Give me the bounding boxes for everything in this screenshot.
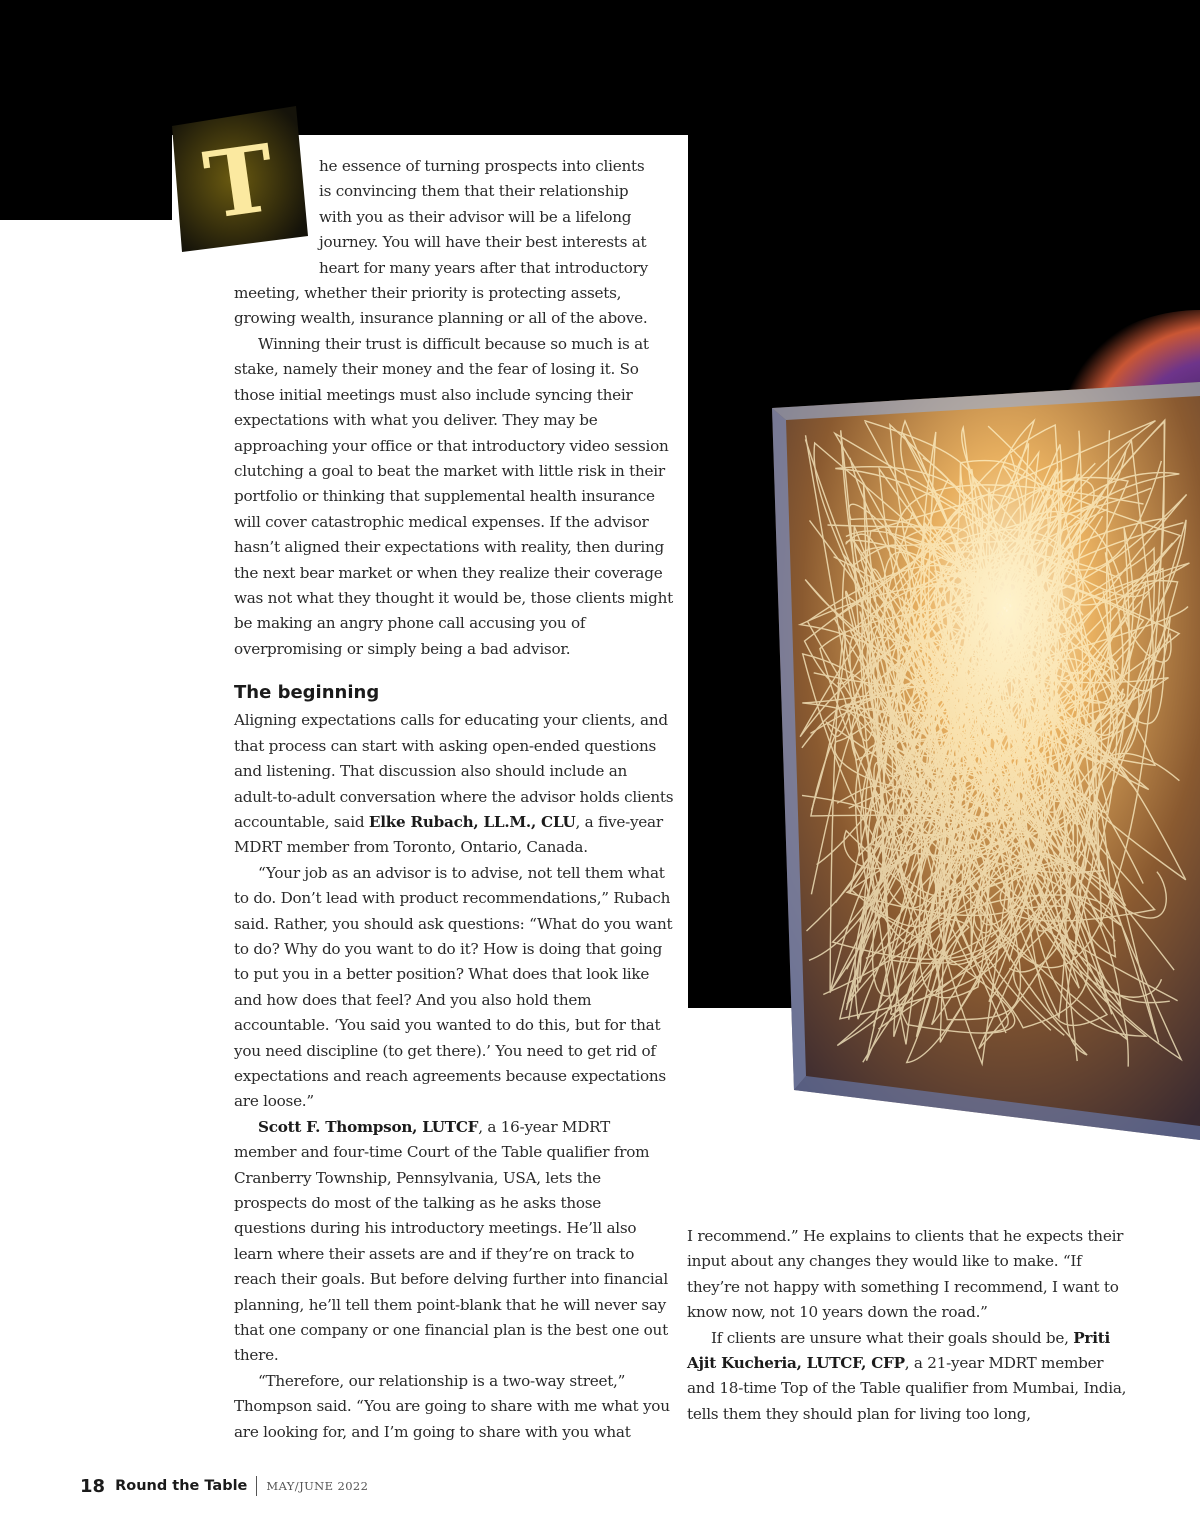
glowing-cube-illustration xyxy=(760,300,1200,1160)
intro-paragraph xyxy=(234,154,674,332)
person-name: Elke Rubach, LL.M., CLU xyxy=(368,812,576,831)
article-column-1 xyxy=(234,332,674,1445)
section-heading: The beginning xyxy=(234,682,380,704)
intro-line: meeting, whether their priority is protecting assets, xyxy=(234,284,622,303)
body-paragraph: “Your job as an advisor is to advise, not tell them what to do. Don’t lead with product recommendations,” Rubach said. Rather, you should ask questions: “What do you want to do? Why do you want to do it? How is doing that going to put you in a better position? What does that look like and how does that feel? And you also hold them accountable. ‘You said you wanted to do this, but for that you need discipline (to get there).’ You need to get rid of expectations and reach agreements because expectations are loose.” xyxy=(234,863,673,1111)
page-number: 18 xyxy=(80,1475,106,1497)
page-footer xyxy=(80,1474,368,1498)
body-paragraph: Aligning expectations calls for educating your clients, and that process can start with asking open-ended questions and listening. That discussion also should include an adult-to-adult conversation where the advisor holds clients accountable, said Elke Rubach, LL.M., CLU, a five-year MDRT member from Toronto, Ontario, Canada. xyxy=(234,711,674,857)
body-paragraph: Winning their trust is difficult because so much is at stake, namely their money and the fear of losing it. So those initial meetings must also include syncing their expectations with what you deliver. They may be approaching your office or that introductory video session clutching a goal to beat the market with little risk in their portfolio or thinking that supplemental health insurance will cover catastrophic medical expenses. If the advisor hasn’t aligned their expectations with reality, then during the next bear market or when they realize their coverage was not what they thought it would be, those clients might be making an angry phone call accusing you of overpromising or simply being a bad advisor. xyxy=(234,335,674,658)
person-name: Priti Ajit Kucheria, LUTCF, CFP xyxy=(687,1328,1110,1373)
intro-line: journey. You will have their best interests at xyxy=(319,233,647,252)
intro-line: heart for many years after that introductory xyxy=(319,258,648,277)
footer-divider xyxy=(256,1476,257,1496)
intro-line: he essence of turning prospects into clients xyxy=(319,157,645,175)
magazine-title: Round the Table xyxy=(115,1478,248,1494)
drop-cap-letter: T xyxy=(198,123,281,241)
article-column-2 xyxy=(687,1224,1127,1427)
body-paragraph: Scott F. Thompson, LUTCF, a 16-year MDRT member and four-time Court of the Table qualifier from Cranberry Township, Pennsylvania, USA, lets the prospects do most of the talking as he asks those questions during his introductory meetings. He’ll also learn where their assets are and if they’re on track to reach their goals. But before delving further into financial planning, he’ll tell them point-blank that he will never say that one company or one financial plan is the best one out there. xyxy=(234,1117,668,1365)
issue-date: MAY/JUNE 2022 xyxy=(266,1479,369,1493)
person-name: Scott F. Thompson, LUTCF xyxy=(258,1117,479,1136)
body-paragraph: If clients are unsure what their goals should be, Priti Ajit Kucheria, LUTCF, CFP, a 21-year MDRT member and 18-time Top of the Table qualifier from Mumbai, India, tells them they should plan for living too long, xyxy=(687,1328,1127,1423)
intro-line: growing wealth, insurance planning or all of the above. xyxy=(234,309,648,328)
body-paragraph: I recommend.” He explains to clients that he expects their input about any changes they would like to make. “If they’re not happy with something I recommend, I want to know now, not 10 years down the road.” xyxy=(687,1227,1124,1322)
body-paragraph: “Therefore, our relationship is a two-way street,” Thompson said. “You are going to share with me what you are looking for, and I’m going to share with you what xyxy=(234,1371,670,1441)
intro-line: with you as their advisor will be a lifelong xyxy=(319,207,632,226)
intro-line: is convincing them that their relationship xyxy=(319,182,629,201)
